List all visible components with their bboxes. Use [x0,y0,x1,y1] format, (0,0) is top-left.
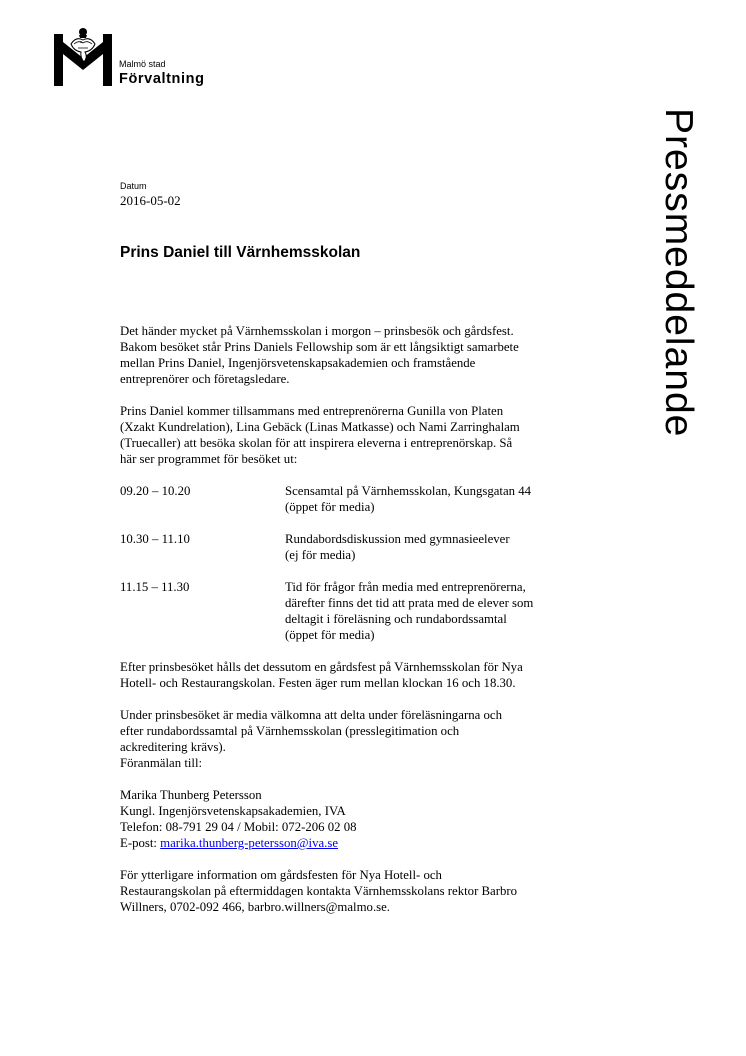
text-line: Scensamtal på Värnhemsskolan, Kungsgatan 44 [285,484,532,498]
schedule-description [285,531,590,563]
further-info-paragraph [120,867,590,915]
text-line: Prins Daniel kommer tillsammans med entreprenörerna Gunilla von Platen [120,404,504,418]
malmo-griffin-logo-icon [54,24,112,86]
text-line: ackreditering krävs). [120,740,226,754]
contact-email-line [120,835,590,851]
text-line: mellan Prins Daniel, Ingenjörsvetenskapsakademien och framstående [120,356,476,370]
text-line: Rundabordsdiskussion med gymnasieelever [285,532,510,546]
text-line: Efter prinsbesöket hålls det dessutom en gårdsfest på Värnhemsskolan för Nya [120,660,523,674]
text-line: (ej för media) [285,548,356,562]
schedule-row [120,483,590,515]
schedule-description [285,579,590,643]
text-line: Bakom besöket står Prins Daniels Fellowship som är ett långsiktigt samarbete [120,340,519,354]
media-paragraph [120,707,590,771]
text-line: Hotell- och Restaurangskolan. Festen äger rum mellan klockan 16 och 18.30. [120,676,516,690]
intro-paragraph [120,323,590,387]
text-line: Restaurangskolan på eftermiddagen kontakta Värnhemsskolans rektor Barbro [120,884,518,898]
text-line: därefter finns det tid att prata med de elever som [285,596,534,610]
date-label: Datum [120,181,147,191]
schedule-time: 10.30 – 11.10 [120,532,190,546]
schedule-row [120,531,590,563]
schedule-description [285,483,590,515]
text-line: (Xzakt Kundrelation), Lina Gebäck (Linas Matkasse) och Nami Zarringhalam [120,420,520,434]
text-line: För ytterligare information om gårdsfesten för Nya Hotell- och [120,868,442,882]
text-line: entreprenörer och företagsledare. [120,372,290,386]
text-line: (öppet för media) [285,500,375,514]
text-line: deltagit i föreläsning och rundabordssamtal [285,612,507,626]
text-line: Föranmälan till: [120,756,203,770]
contact-organization: Kungl. Ingenjörsvetenskapsakademien, IVA [120,804,346,818]
text-line: här ser programmet för besöket ut: [120,452,298,466]
text-line: Det händer mycket på Värnhemsskolan i morgon – prinsbesök och gårdsfest. [120,324,514,338]
text-line: (Truecaller) att besöka skolan för att inspirera eleverna i entreprenörskap. Så [120,436,513,450]
text-line: Tid för frågor från media med entreprenörerna, [285,580,526,594]
org-name-large: Förvaltning [119,71,205,87]
schedule-row [120,579,590,643]
schedule-time: 09.20 – 10.20 [120,484,191,498]
date-value: 2016-05-02 [120,193,181,208]
document-body [120,323,590,931]
text-line: Willners, 0702-092 466, barbro.willners@malmo.se. [120,900,391,914]
org-name-small: Malmö stad [119,59,166,69]
press-release-label: Pressmeddelande [657,108,700,438]
text-line: efter rundabordssamtal på Värnhemsskolan (presslegitimation och [120,724,460,738]
contact-name: Marika Thunberg Petersson [120,788,262,802]
contact-email-link[interactable]: marika.thunberg-petersson@iva.se [160,836,339,850]
contact-block [120,787,590,851]
text-line: Under prinsbesöket är media välkomna att delta under föreläsningarna och [120,708,502,722]
visitors-paragraph [120,403,590,467]
schedule-time: 11.15 – 11.30 [120,580,190,594]
email-label: E-post: [120,836,161,850]
party-paragraph [120,659,590,691]
text-line: (öppet för media) [285,628,375,642]
contact-phone: Telefon: 08-791 29 04 / Mobil: 072-206 02 08 [120,820,357,834]
page-title: Prins Daniel till Värnhemsskolan [120,244,361,261]
